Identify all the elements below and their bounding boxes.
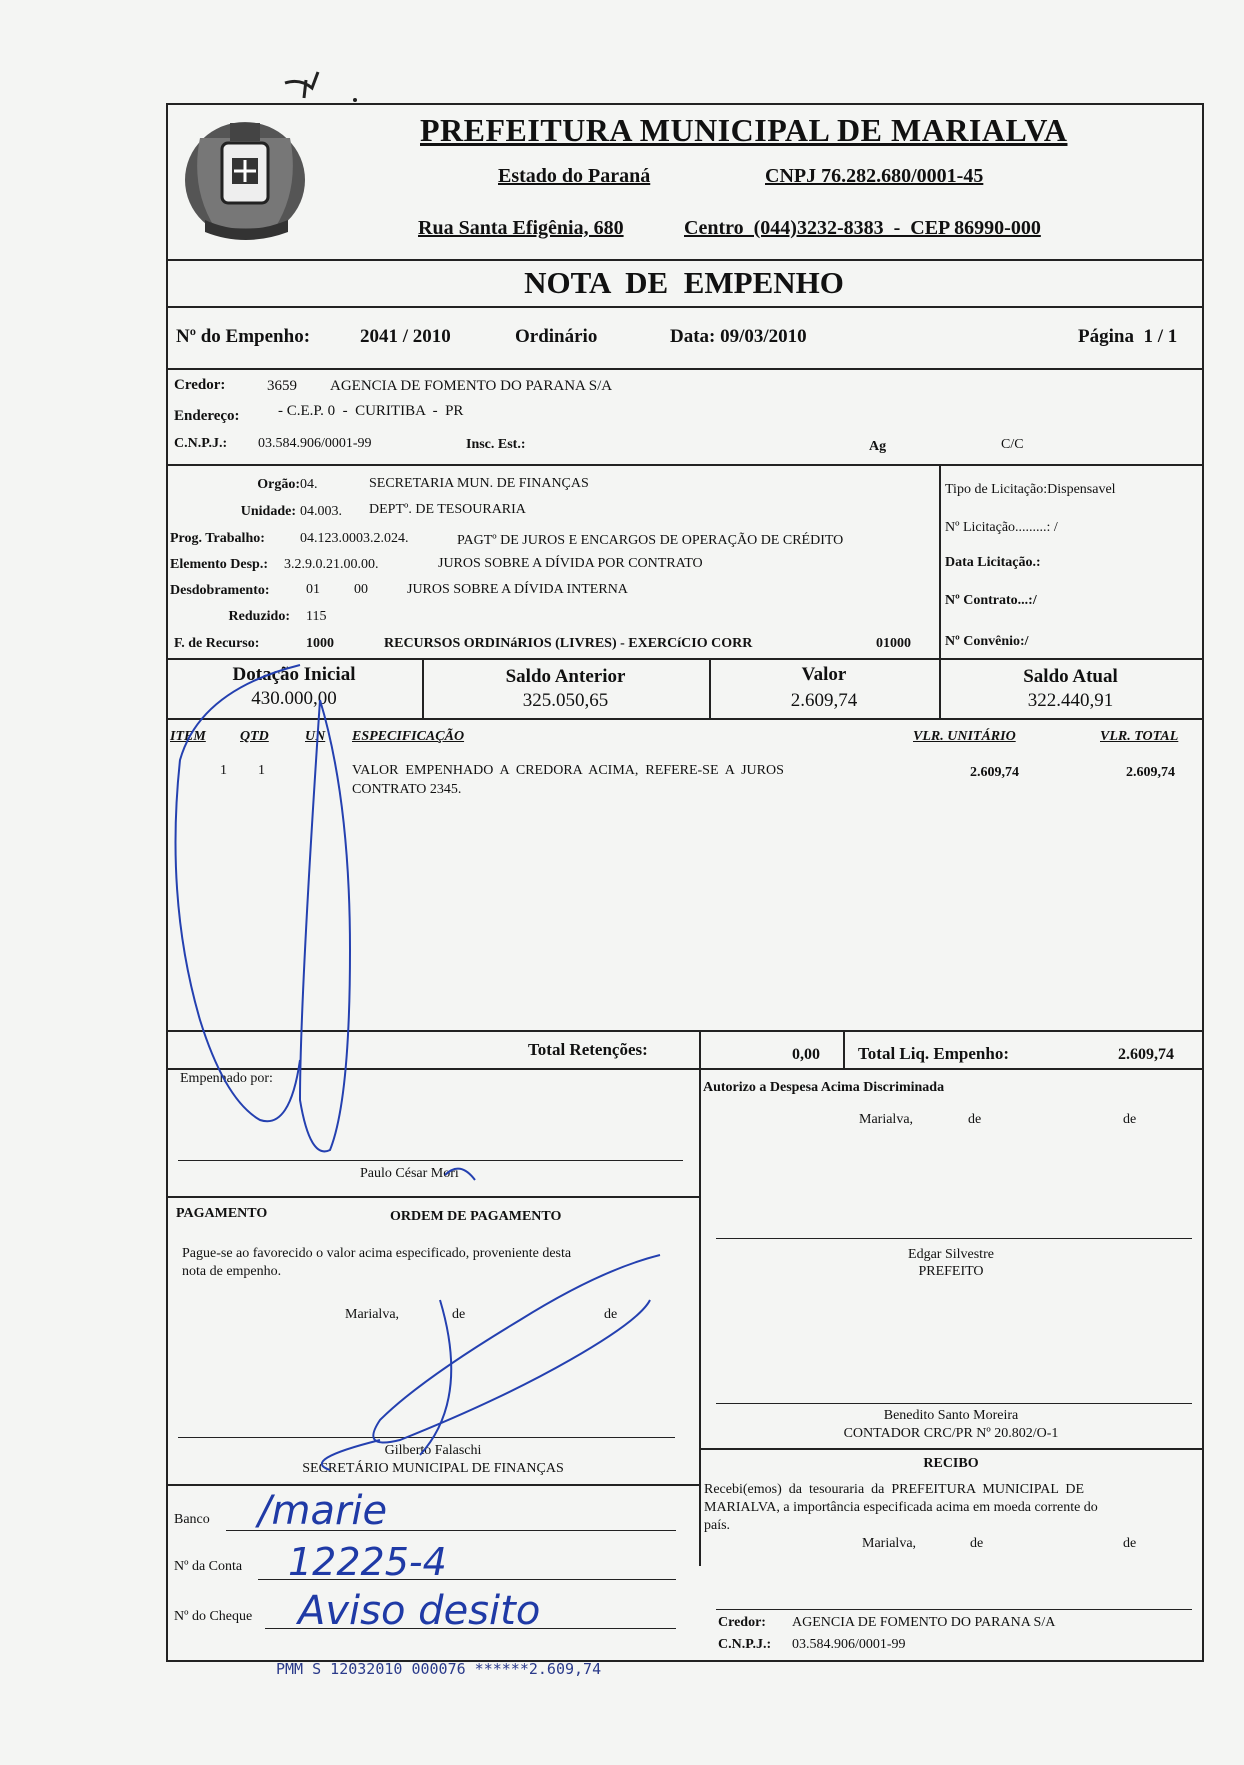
coat-of-arms-icon — [170, 108, 320, 258]
desdobramento-code2: 00 — [354, 582, 368, 597]
licitacao-tipo: Tipo de Licitação:Dispensavel — [945, 482, 1116, 497]
divider — [166, 306, 1202, 308]
pagamento-place: Marialva, — [345, 1307, 400, 1322]
recibo-text2: MARIALVA, a importância especificada acima em moeda corrente do — [704, 1500, 1098, 1515]
divider — [166, 259, 1202, 261]
signature-line — [178, 1437, 675, 1438]
desdobramento-label: Desdobramento: — [170, 583, 270, 598]
divider — [166, 368, 1202, 370]
reduzido-label: Reduzido: — [228, 609, 290, 624]
col-especificacao: ESPECIFICAÇÃO — [352, 729, 465, 744]
cheque-handwritten: Aviso desito — [298, 1588, 541, 1634]
divider — [166, 1030, 1202, 1032]
convenio-numero: Nº Convênio:/ — [945, 634, 1029, 649]
state-label: Estado do Paraná — [498, 165, 651, 187]
pagamento-de2: de — [604, 1307, 618, 1322]
banco-label: Banco — [174, 1512, 210, 1527]
signature-line — [716, 1238, 1192, 1239]
fonte-code2: 01000 — [876, 636, 911, 651]
total-retencoes-label: Total Retenções: — [528, 1040, 648, 1059]
orgao-code: 04. — [300, 477, 318, 492]
street-label: Rua Santa Efigênia, 680 — [418, 217, 624, 239]
licitacao-data: Data Licitação.: — [945, 555, 1041, 570]
empenho-date: Data: 09/03/2010 — [670, 326, 807, 347]
saldo-atual-value: 322.440,91 — [1027, 690, 1114, 711]
prog-code: 04.123.0003.2.024. — [300, 531, 409, 546]
pagamento-de1: de — [452, 1307, 466, 1322]
unidade-label: Unidade: — [240, 504, 296, 519]
cheque-label: Nº do Cheque — [174, 1609, 253, 1624]
fonte-code: 1000 — [306, 636, 334, 651]
elemento-name: JUROS SOBRE A DÍVIDA POR CONTRATO — [438, 556, 703, 571]
divider — [166, 464, 1202, 466]
unidade-name: DEPTº. DE TESOURARIA — [369, 502, 526, 517]
autorizo-de2: de — [1123, 1112, 1137, 1127]
recibo-text1: Recebi(emos) da tesouraria da PREFEITURA MUNICIPAL DE — [704, 1482, 1085, 1497]
payment-stamp: PMM S 12032010 000076 ******2.609,74 — [276, 1660, 602, 1678]
signature-line — [716, 1403, 1192, 1404]
recibo-credor-name: AGENCIA DE FOMENTO DO PARANA S/A — [792, 1615, 1056, 1630]
autorizo-place: Marialva, — [859, 1112, 914, 1127]
credor-code: 3659 — [267, 378, 297, 394]
pagamento-label: PAGAMENTO — [176, 1206, 268, 1221]
contador-name: Benedito Santo Moreira — [883, 1408, 1019, 1423]
row-vlr-unitario: 2.609,74 — [970, 765, 1019, 780]
recibo-cnpj: 03.584.906/0001-99 — [792, 1637, 906, 1652]
orgao-label: Orgão: — [257, 477, 300, 492]
row-spec-line1: VALOR EMPENHADO A CREDORA ACIMA, REFERE-SE A JUROS — [352, 763, 784, 778]
credor-cnpj: 03.584.906/0001-99 — [258, 436, 372, 451]
recibo-label: RECIBO — [923, 1456, 979, 1471]
fonte-label: F. de Recurso: — [174, 636, 260, 651]
ordem-pagamento-label: ORDEM DE PAGAMENTO — [390, 1209, 562, 1224]
saldo-anterior-value: 325.050,65 — [522, 690, 609, 711]
credor-label: Credor: — [174, 377, 226, 393]
empenho-label: Nº do Empenho: — [176, 326, 311, 347]
total-retencoes-value: 0,00 — [792, 1046, 820, 1063]
page-number: Página 1 / 1 — [1078, 326, 1178, 347]
credor-cnpj-label: C.N.P.J.: — [174, 436, 228, 451]
recibo-credor-label: Credor: — [718, 1615, 766, 1630]
row-spec-line2: CONTRATO 2345. — [352, 782, 462, 797]
page-title: PREFEITURA MUNICIPAL DE MARIALVA — [420, 112, 1068, 148]
divider — [700, 1448, 1202, 1450]
empenho-type: Ordinário — [515, 326, 598, 347]
row-qtd: 1 — [258, 763, 265, 778]
orgao-name: SECRETARIA MUN. DE FINANÇAS — [369, 476, 589, 491]
col-vlr-unitario: VLR. UNITÁRIO — [913, 729, 1016, 744]
divider — [939, 464, 941, 658]
signature-line — [178, 1160, 683, 1161]
contador-role: CONTADOR CRC/PR Nº 20.802/O-1 — [843, 1426, 1059, 1441]
empenho-number: 2041 / 2010 — [360, 326, 451, 347]
recibo-text3: país. — [704, 1518, 731, 1533]
empenhado-label: Empenhado por: — [180, 1071, 273, 1086]
dotacao-value: 430.000,00 — [251, 688, 337, 709]
conta-label: Nº da Conta — [174, 1559, 243, 1574]
valor-label: Valor — [801, 664, 847, 685]
banco-handwritten: /marie — [258, 1488, 388, 1534]
licitacao-numero: Nº Licitação.........: / — [945, 520, 1058, 535]
dotacao-label: Dotação Inicial — [232, 664, 356, 685]
recibo-de1: de — [970, 1536, 984, 1551]
desdobramento-name: JUROS SOBRE A DÍVIDA INTERNA — [407, 582, 628, 597]
row-item: 1 — [220, 763, 227, 778]
pagamento-text1: Pague-se ao favorecido o valor acima especificado, proveniente desta — [182, 1246, 572, 1261]
autorizo-label: Autorizo a Despesa Acima Discriminada — [703, 1080, 945, 1095]
document-title: NOTA DE EMPENHO — [524, 265, 844, 300]
credor-name: AGENCIA DE FOMENTO DO PARANA S/A — [330, 378, 613, 394]
total-liquido-value: 2.609,74 — [1118, 1046, 1174, 1063]
divider — [166, 1068, 1202, 1070]
prog-name: PAGTº DE JUROS E ENCARGOS DE OPERAÇÃO DE CRÉDITO — [457, 533, 844, 548]
divider — [166, 658, 1202, 660]
contact-label: Centro (044)3232-8383 - CEP 86990-000 — [684, 217, 1041, 239]
cc-label: C/C — [1001, 437, 1024, 452]
row-vlr-total: 2.609,74 — [1126, 765, 1175, 780]
elemento-code: 3.2.9.0.21.00.00. — [284, 557, 379, 572]
divider — [843, 1030, 845, 1068]
prefeito-name: Edgar Silvestre — [908, 1247, 994, 1262]
secretario-role: SECRETÁRIO MUNICIPAL DE FINANÇAS — [302, 1461, 564, 1476]
col-item: ITEM — [170, 729, 206, 744]
recibo-de2: de — [1123, 1536, 1137, 1551]
col-vlr-total: VLR. TOTAL — [1100, 729, 1179, 744]
fonte-name: RECURSOS ORDINáRIOS (LIVRES) - EXERCíCIO CORR — [384, 636, 753, 651]
desdobramento-code1: 01 — [306, 582, 320, 597]
col-un: UN — [305, 729, 326, 744]
col-qtd: QTD — [240, 729, 269, 744]
prog-label: Prog. Trabalho: — [170, 531, 265, 546]
cnpj-header: CNPJ 76.282.680/0001-45 — [765, 165, 984, 187]
endereco-label: Endereço: — [174, 408, 240, 424]
secretario-name: Gilberto Falaschi — [384, 1443, 482, 1458]
unidade-code: 04.003. — [300, 504, 342, 519]
total-liquido-label: Total Liq. Empenho: — [858, 1044, 1009, 1063]
saldo-anterior-label: Saldo Anterior — [505, 666, 626, 687]
empenhado-name: Paulo César Mori — [360, 1166, 459, 1181]
divider — [166, 1196, 700, 1198]
pagamento-text2: nota de empenho. — [182, 1264, 282, 1279]
recibo-cnpj-label: C.N.P.J.: — [718, 1637, 772, 1652]
divider — [166, 1484, 700, 1486]
insc-est-label: Insc. Est.: — [466, 437, 526, 452]
ag-label: Ag — [869, 439, 887, 454]
valor-value: 2.609,74 — [790, 690, 858, 711]
contrato-numero: Nº Contrato...:/ — [945, 593, 1037, 608]
recibo-place: Marialva, — [862, 1536, 917, 1551]
divider — [166, 718, 1202, 720]
autorizo-de1: de — [968, 1112, 982, 1127]
reduzido-value: 115 — [306, 609, 327, 624]
conta-handwritten: 12225-4 — [288, 1540, 447, 1584]
saldo-atual-label: Saldo Atual — [1023, 666, 1118, 687]
elemento-label: Elemento Desp.: — [170, 557, 268, 572]
signature-line — [716, 1609, 1192, 1610]
endereco-value: - C.E.P. 0 - CURITIBA - PR — [278, 403, 464, 419]
prefeito-role: PREFEITO — [918, 1264, 984, 1279]
